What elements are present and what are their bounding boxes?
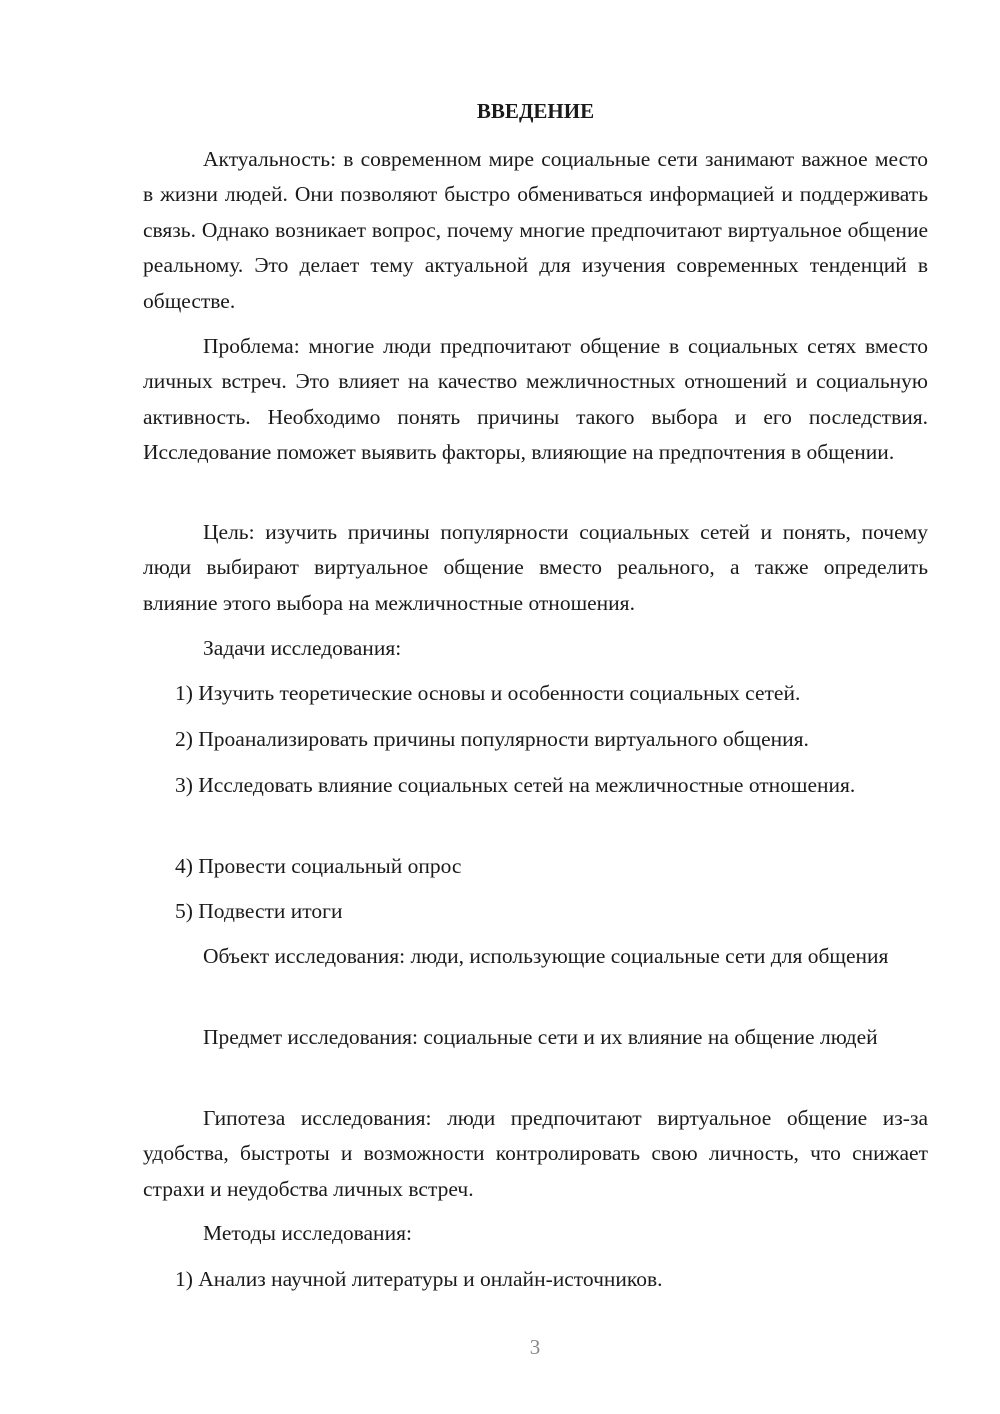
problem-paragraph: Проблема: многие люди предпочитают общение в социальных сетях вместо личных встреч. Это влияет на качество межличностных отношений и социальную активность. Необходимо понять причины такого выбора и его последствия. Исследование поможет выявить факторы, влияющие на предпочтения в общении. xyxy=(143,334,928,465)
relevance-paragraph: Актуальность: в современном мире социальные сети занимают важное место в жизни людей. Они позволяют быстро обмениваться информацией и поддерживать связь. Однако возникает вопрос, почему многие предпочитают виртуальное общение реальному. Это делает тему актуальной для изучения современных тенденций в обществе. xyxy=(143,147,928,313)
goal-paragraph: Цель: изучить причины популярности социальных сетей и понять, почему люди выбирают виртуальное общение вместо реального, а также определить влияние этого выбора на межличностные отношения. xyxy=(143,520,928,615)
tasks-heading: Задачи исследования: xyxy=(203,636,402,660)
task-item-1: 1) Изучить теоретические основы и особенности социальных сетей. xyxy=(175,681,801,705)
methods-heading: Методы исследования: xyxy=(203,1221,412,1245)
task-item-3: 3) Исследовать влияние социальных сетей на межличностные отношения. xyxy=(175,773,856,797)
object-paragraph: Объект исследования: люди, использующие социальные сети для общения xyxy=(203,944,889,968)
task-item-4: 4) Провести социальный опрос xyxy=(175,854,462,878)
hypothesis-paragraph: Гипотеза исследования: люди предпочитают виртуальное общение из-за удобства, быстроты и возможности контролировать свою личность, что снижает страхи и неудобства личных встреч. xyxy=(143,1106,928,1201)
task-item-2: 2) Проанализировать причины популярности виртуального общения. xyxy=(175,727,809,751)
page-title: ВВЕДЕНИЕ xyxy=(476,99,595,123)
subject-paragraph: Предмет исследования: социальные сети и их влияние на общение людей xyxy=(203,1025,878,1049)
task-item-5: 5) Подвести итоги xyxy=(175,899,343,923)
page-number: 3 xyxy=(529,1335,541,1359)
method-item-1: 1) Анализ научной литературы и онлайн-источников. xyxy=(175,1267,663,1291)
